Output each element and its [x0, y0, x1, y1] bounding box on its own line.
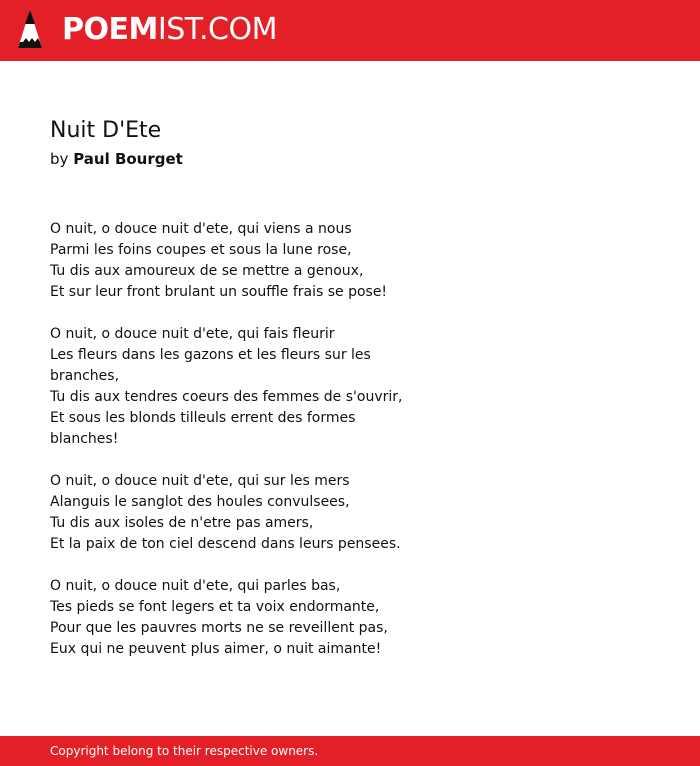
- poem-line: Parmi les foins coupes et sous la lune rose,: [50, 242, 352, 258]
- stanza-1: [50, 219, 410, 303]
- poem-line: Tes pieds se font legers et ta voix endormante,: [50, 599, 380, 615]
- poem-line: blanches!: [50, 431, 119, 447]
- poem-line: O nuit, o douce nuit d'ete, qui parles bas,: [50, 578, 341, 594]
- byline: [50, 148, 183, 170]
- poem-line: Tu dis aux tendres coeurs des femmes de s'ouvrir,: [50, 389, 403, 405]
- site-footer: [0, 736, 700, 766]
- site-header: [0, 0, 700, 61]
- by-label: by: [50, 150, 69, 168]
- poem-line: O nuit, o douce nuit d'ete, qui viens a nous: [50, 221, 352, 237]
- poem-line: Les fleurs dans les gazons et les fleurs sur les: [50, 347, 371, 363]
- stanza-2: [50, 324, 410, 450]
- poem-line: Tu dis aux amoureux de se mettre a genoux,: [50, 263, 364, 279]
- logo-bold-text: POEM: [62, 12, 158, 47]
- author-name: Paul Bourget: [73, 150, 183, 168]
- logo-light-text: IST.COM: [157, 12, 277, 47]
- poem-line: O nuit, o douce nuit d'ete, qui fais fleurir: [50, 326, 335, 342]
- stanza-3: [50, 471, 410, 555]
- poem-line: Eux qui ne peuvent plus aimer, o nuit aimante!: [50, 641, 382, 657]
- poem-line: Pour que les pauvres morts ne se reveillent pas,: [50, 620, 388, 636]
- poem-line: Alanguis le sanglot des houles convulsees,: [50, 494, 350, 510]
- site-logo[interactable]: [62, 12, 277, 48]
- poem-line: branches,: [50, 368, 120, 384]
- copyright-text: Copyright belong to their respective owners.: [50, 744, 319, 758]
- stanza-4: [50, 576, 410, 660]
- poem-line: Et la paix de ton ciel descend dans leurs pensees.: [50, 536, 401, 552]
- pencil-tip-icon[interactable]: [16, 8, 44, 52]
- poem-title: Nuit D'Ete: [50, 118, 162, 143]
- poem-line: O nuit, o douce nuit d'ete, qui sur les mers: [50, 473, 350, 489]
- poem-line: Tu dis aux isoles de n'etre pas amers,: [50, 515, 314, 531]
- poem-line: Et sous les blonds tilleuls errent des formes: [50, 410, 356, 426]
- poem-line: Et sur leur front brulant un souffle frais se pose!: [50, 284, 388, 300]
- poem-body: [50, 219, 410, 681]
